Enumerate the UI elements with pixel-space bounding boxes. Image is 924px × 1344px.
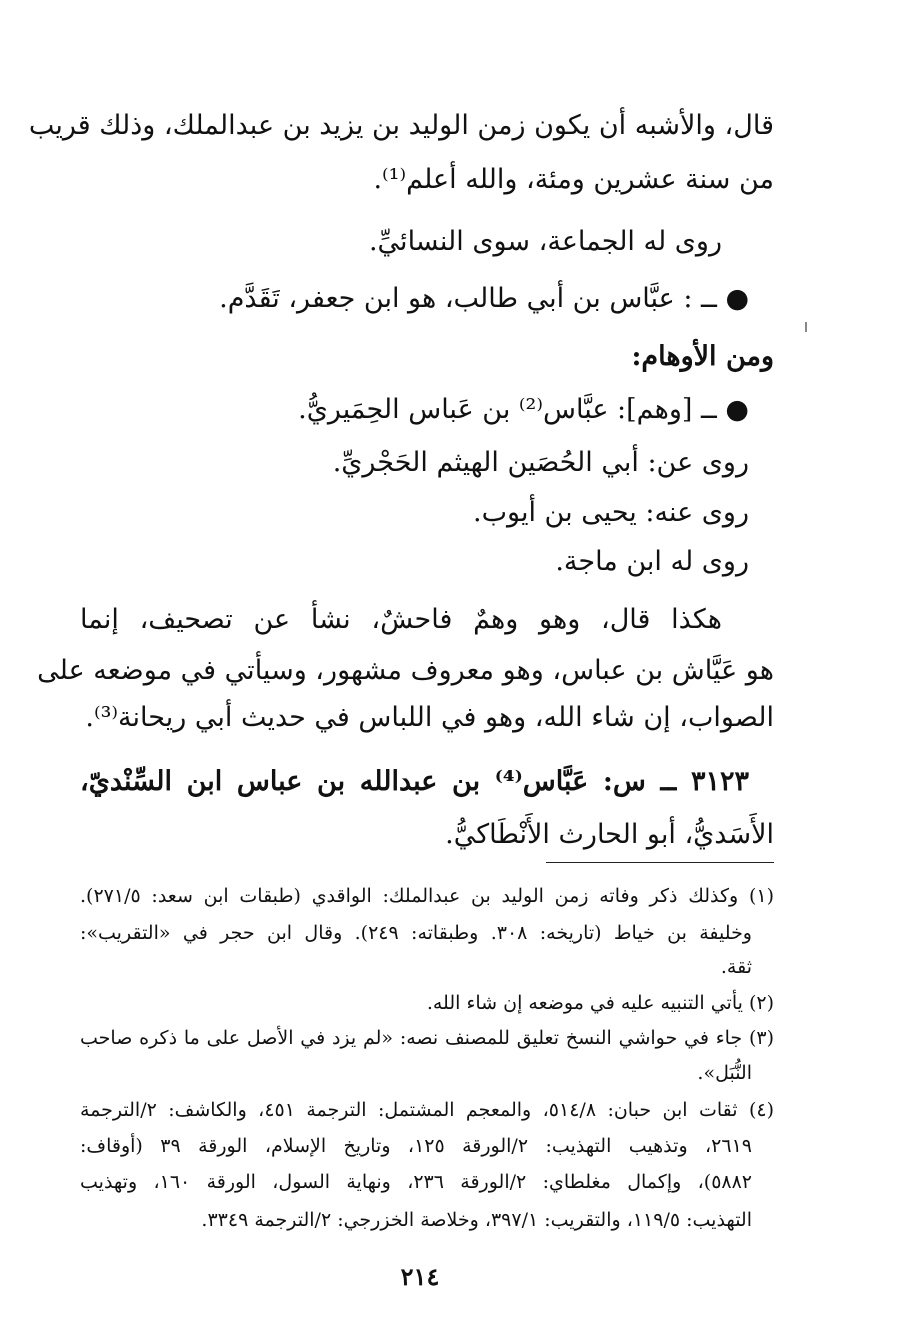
- text-line: روى عنه: يحيى بن أيوب.: [473, 497, 749, 528]
- footnote-divider: [546, 862, 774, 863]
- footnote-line: ٥٨٨٢)، وإكمال مغلطاي: ٢/الورقة ٢٣٦، ونهاية السول، الورقة ١٦٠، وتهذيب: [80, 1171, 753, 1193]
- footnote-line: التهذيب: ١١٩/٥، والتقريب: ٣٩٧/١، وخلاصة الخزرجي: ٢/الترجمة ٣٣٤٩.: [201, 1209, 752, 1231]
- text-line: الأَسَديُّ، أبو الحارث الأَنْطَاكيُّ.: [445, 819, 774, 850]
- section-heading: ومن الأوهام:: [631, 341, 774, 372]
- footnote-line: النُّبَل».: [697, 1062, 752, 1084]
- entry-line: ● ــ : عبَّاس بن أبي طالب، هو ابن جعفر، تَقَدَّم.: [219, 283, 749, 314]
- footnote-line: (١) وكذلك ذكر وفاته زمن الوليد بن عبدالملك: الواقدي (طبقات ابن سعد: ٢٧١/٥).: [80, 885, 774, 907]
- text-line: هكذا قال، وهو وهمٌ فاحشٌ، نشأ عن تصحيف، إنما: [80, 604, 722, 635]
- footnote-line: (٢) يأتي التنبيه عليه في موضعه إن شاء الله.: [426, 992, 774, 1014]
- entry-line: ● ــ [وهم]: عبَّاس⁽²⁾ بن عَباس الحِمَيريُّ.: [298, 394, 749, 425]
- footnote-line: وخليفة بن خياط (تاريخه: ٣٠٨. وطبقاته: ٢٤٩). وقال ابن حجر في «التقريب»:: [80, 922, 752, 944]
- entry-heading: ٣١٢٣ ــ س: عَبَّاس⁽⁴⁾ بن عبدالله بن عباس ابن السِّنْديّ،: [80, 766, 749, 797]
- page-number: ٢١٤: [400, 1262, 440, 1291]
- text-line: الصواب، إن شاء الله، وهو في اللباس في حديث أبي ريحانة⁽³⁾.: [85, 702, 774, 733]
- text-line: من سنة عشرين ومئة، والله أعلم⁽¹⁾.: [373, 164, 774, 195]
- footnote-line: ثقة.: [720, 956, 752, 978]
- text-line: هو عَيَّاش بن عباس، وهو معروف مشهور، وسيأتي في موضعه على: [37, 655, 774, 686]
- scan-mark: [805, 322, 807, 332]
- text-line: روى له ابن ماجة.: [555, 546, 749, 577]
- footnote-line: (٤) ثقات ابن حبان: ٥١٤/٨، والمعجم المشتمل: الترجمة ٤٥١، والكاشف: ٢/الترجمة: [80, 1099, 774, 1121]
- footnote-line: ٢٦١٩، وتذهيب التهذيب: ٢/الورقة ١٢٥، وتاريخ الإسلام، الورقة ٣٩ (أوقاف:: [80, 1135, 752, 1157]
- text-line: روى عن: أبي الحُصَين الهيثم الحَجْريِّ.: [332, 447, 749, 478]
- text-line: روى له الجماعة، سوى النسائيِّ.: [368, 226, 722, 257]
- text-line: قال، والأشبه أن يكون زمن الوليد بن يزيد بن عبدالملك، وذلك قريب: [28, 110, 774, 141]
- footnote-line: (٣) جاء في حواشي النسخ تعليق للمصنف نصه: «لم يزد في الأصل على ما ذكره صاحب: [80, 1027, 774, 1049]
